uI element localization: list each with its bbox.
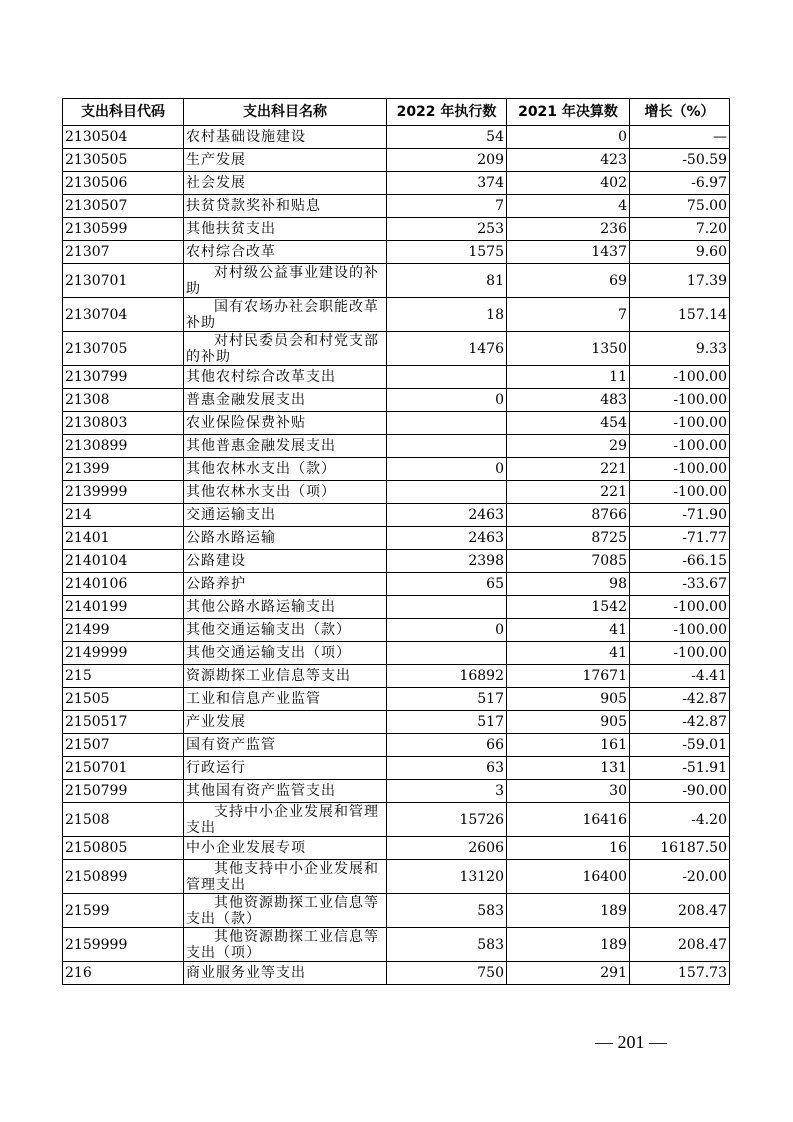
value-2021-cell: 161 [507, 734, 630, 757]
growth-cell: -100.00 [630, 619, 730, 642]
code-cell: 2150701 [63, 757, 184, 780]
value-2022-cell: 81 [387, 264, 507, 298]
table-row [63, 458, 730, 481]
growth-cell: -51.91 [630, 757, 730, 780]
table-row [63, 435, 730, 458]
name-cell: 资源勘探工业信息等支出 [184, 665, 387, 688]
value-2021-cell: 7085 [507, 550, 630, 573]
value-2021-cell: 4 [507, 195, 630, 218]
growth-cell: 17.39 [630, 264, 730, 298]
table-row [63, 527, 730, 550]
growth-cell: -100.00 [630, 481, 730, 504]
value-2021-cell: 905 [507, 711, 630, 734]
growth-cell: 9.33 [630, 332, 730, 366]
growth-cell: -100.00 [630, 642, 730, 665]
value-2021-cell: 221 [507, 481, 630, 504]
name-cell: 支持中小企业发展和管理支出 [184, 803, 387, 837]
value-2022-cell [387, 435, 507, 458]
value-2021-cell: 8725 [507, 527, 630, 550]
value-2022-cell [387, 412, 507, 435]
growth-cell: -6.97 [630, 172, 730, 195]
code-cell: 2149999 [63, 642, 184, 665]
code-cell: 21307 [63, 241, 184, 264]
code-cell: 216 [63, 962, 184, 985]
value-2021-cell: 1542 [507, 596, 630, 619]
value-2021-cell: 16400 [507, 860, 630, 894]
growth-cell: -4.20 [630, 803, 730, 837]
table-row [63, 734, 730, 757]
growth-cell: -100.00 [630, 389, 730, 412]
growth-cell: -59.01 [630, 734, 730, 757]
name-cell: 社会发展 [184, 172, 387, 195]
table-row [63, 412, 730, 435]
page-number: — 201 — [595, 1032, 667, 1052]
code-cell: 21505 [63, 688, 184, 711]
name-cell: 其他资源勘探工业信息等支出（款） [184, 894, 387, 928]
table-row [63, 642, 730, 665]
code-cell: 2130507 [63, 195, 184, 218]
table-row [63, 241, 730, 264]
value-2021-cell: 189 [507, 928, 630, 962]
table-row [63, 195, 730, 218]
table-row [63, 688, 730, 711]
table-row [63, 803, 730, 837]
table-row [63, 928, 730, 962]
value-2022-cell: 66 [387, 734, 507, 757]
growth-cell: 75.00 [630, 195, 730, 218]
name-cell: 国有农场办社会职能改革补助 [184, 298, 387, 332]
name-cell: 其他农林水支出（项） [184, 481, 387, 504]
value-2022-cell: 209 [387, 149, 507, 172]
code-cell: 2140199 [63, 596, 184, 619]
value-2022-cell: 18 [387, 298, 507, 332]
value-2021-cell: 221 [507, 458, 630, 481]
code-cell: 21508 [63, 803, 184, 837]
name-cell: 其他交通运输支出（项） [184, 642, 387, 665]
code-cell: 2150799 [63, 780, 184, 803]
budget-table [62, 98, 730, 985]
value-2021-cell: 291 [507, 962, 630, 985]
value-2022-cell: 517 [387, 688, 507, 711]
growth-cell: -100.00 [630, 435, 730, 458]
growth-cell: -100.00 [630, 412, 730, 435]
value-2022-cell: 3 [387, 780, 507, 803]
value-2022-cell [387, 366, 507, 389]
name-cell: 其他支持中小企业发展和管理支出 [184, 860, 387, 894]
value-2021-cell: 11 [507, 366, 630, 389]
value-2022-cell: 7 [387, 195, 507, 218]
code-cell: 21399 [63, 458, 184, 481]
value-2022-cell: 13120 [387, 860, 507, 894]
growth-cell: -4.41 [630, 665, 730, 688]
code-cell: 2130705 [63, 332, 184, 366]
table-row [63, 894, 730, 928]
value-2021-cell: 1350 [507, 332, 630, 366]
code-cell: 2130506 [63, 172, 184, 195]
name-cell: 农村综合改革 [184, 241, 387, 264]
table-row [63, 837, 730, 860]
code-cell: 2130799 [63, 366, 184, 389]
code-cell: 2130704 [63, 298, 184, 332]
header-2021: 2021 年决算数 [507, 99, 630, 126]
value-2021-cell: 7 [507, 298, 630, 332]
value-2021-cell: 29 [507, 435, 630, 458]
value-2022-cell: 16892 [387, 665, 507, 688]
value-2021-cell: 1437 [507, 241, 630, 264]
name-cell: 其他公路水路运输支出 [184, 596, 387, 619]
code-cell: 2130599 [63, 218, 184, 241]
name-cell: 对村级公益事业建设的补助 [184, 264, 387, 298]
table-row [63, 596, 730, 619]
growth-cell: 157.73 [630, 962, 730, 985]
growth-cell: -100.00 [630, 366, 730, 389]
value-2022-cell [387, 481, 507, 504]
value-2021-cell: 41 [507, 642, 630, 665]
growth-cell: -33.67 [630, 573, 730, 596]
name-cell: 商业服务业等支出 [184, 962, 387, 985]
code-cell: 2159999 [63, 928, 184, 962]
growth-cell: -71.90 [630, 504, 730, 527]
name-cell: 其他农林水支出（款） [184, 458, 387, 481]
value-2021-cell: 131 [507, 757, 630, 780]
value-2021-cell: 8766 [507, 504, 630, 527]
name-cell: 生产发展 [184, 149, 387, 172]
code-cell: 21401 [63, 527, 184, 550]
table-row [63, 619, 730, 642]
table-row [63, 962, 730, 985]
value-2022-cell: 583 [387, 894, 507, 928]
code-cell: 2139999 [63, 481, 184, 504]
value-2022-cell: 15726 [387, 803, 507, 837]
growth-cell: -100.00 [630, 596, 730, 619]
growth-cell: 9.60 [630, 241, 730, 264]
value-2022-cell: 1575 [387, 241, 507, 264]
name-cell: 其他普惠金融发展支出 [184, 435, 387, 458]
value-2022-cell: 54 [387, 126, 507, 149]
growth-cell: 16187.50 [630, 837, 730, 860]
value-2021-cell: 30 [507, 780, 630, 803]
table-row [63, 780, 730, 803]
code-cell: 214 [63, 504, 184, 527]
growth-cell: -42.87 [630, 711, 730, 734]
name-cell: 其他国有资产监管支出 [184, 780, 387, 803]
value-2021-cell: 16 [507, 837, 630, 860]
table-row [63, 389, 730, 412]
value-2022-cell: 2463 [387, 504, 507, 527]
table-row [63, 711, 730, 734]
header-code: 支出科目代码 [63, 99, 184, 126]
code-cell: 2130803 [63, 412, 184, 435]
value-2022-cell: 2398 [387, 550, 507, 573]
name-cell: 对村民委员会和村党支部的补助 [184, 332, 387, 366]
header-growth: 增长（%） [630, 99, 730, 126]
growth-cell: -20.00 [630, 860, 730, 894]
name-cell: 其他资源勘探工业信息等支出（项） [184, 928, 387, 962]
value-2022-cell: 374 [387, 172, 507, 195]
value-2022-cell: 0 [387, 389, 507, 412]
name-cell: 普惠金融发展支出 [184, 389, 387, 412]
value-2021-cell: 16416 [507, 803, 630, 837]
name-cell: 工业和信息产业监管 [184, 688, 387, 711]
growth-cell: 157.14 [630, 298, 730, 332]
table-body [63, 126, 730, 985]
code-cell: 2140104 [63, 550, 184, 573]
header-2022: 2022 年执行数 [387, 99, 507, 126]
table-row [63, 332, 730, 366]
growth-cell: -42.87 [630, 688, 730, 711]
code-cell: 2150899 [63, 860, 184, 894]
table-row [63, 298, 730, 332]
value-2021-cell: 423 [507, 149, 630, 172]
growth-cell: -90.00 [630, 780, 730, 803]
name-cell: 国有资产监管 [184, 734, 387, 757]
table-row [63, 665, 730, 688]
name-cell: 交通运输支出 [184, 504, 387, 527]
value-2022-cell: 2606 [387, 837, 507, 860]
growth-cell: -71.77 [630, 527, 730, 550]
table-row [63, 366, 730, 389]
growth-cell: -50.59 [630, 149, 730, 172]
table-header-row [63, 99, 730, 126]
name-cell: 扶贫贷款奖补和贴息 [184, 195, 387, 218]
value-2021-cell: 41 [507, 619, 630, 642]
code-cell: 2130505 [63, 149, 184, 172]
growth-cell: -100.00 [630, 458, 730, 481]
value-2022-cell: 63 [387, 757, 507, 780]
table-row [63, 172, 730, 195]
value-2021-cell: 98 [507, 573, 630, 596]
name-cell: 其他交通运输支出（款） [184, 619, 387, 642]
table-row [63, 218, 730, 241]
name-cell: 公路水路运输 [184, 527, 387, 550]
code-cell: 2130701 [63, 264, 184, 298]
growth-cell: 208.47 [630, 894, 730, 928]
table-row [63, 573, 730, 596]
name-cell: 中小企业发展专项 [184, 837, 387, 860]
value-2022-cell: 1476 [387, 332, 507, 366]
name-cell: 公路建设 [184, 550, 387, 573]
value-2022-cell [387, 642, 507, 665]
code-cell: 215 [63, 665, 184, 688]
table-row [63, 481, 730, 504]
table-row [63, 860, 730, 894]
code-cell: 2150805 [63, 837, 184, 860]
value-2021-cell: 402 [507, 172, 630, 195]
value-2022-cell: 0 [387, 619, 507, 642]
code-cell: 2130899 [63, 435, 184, 458]
name-cell: 农村基础设施建设 [184, 126, 387, 149]
growth-cell: — [630, 126, 730, 149]
value-2022-cell [387, 596, 507, 619]
value-2022-cell: 65 [387, 573, 507, 596]
name-cell: 产业发展 [184, 711, 387, 734]
code-cell: 21599 [63, 894, 184, 928]
value-2021-cell: 189 [507, 894, 630, 928]
table-row [63, 757, 730, 780]
value-2021-cell: 17671 [507, 665, 630, 688]
value-2022-cell: 583 [387, 928, 507, 962]
name-cell: 其他扶贫支出 [184, 218, 387, 241]
value-2021-cell: 69 [507, 264, 630, 298]
value-2022-cell: 0 [387, 458, 507, 481]
table-row [63, 550, 730, 573]
code-cell: 2130504 [63, 126, 184, 149]
value-2021-cell: 483 [507, 389, 630, 412]
table-row [63, 126, 730, 149]
value-2022-cell: 2463 [387, 527, 507, 550]
value-2022-cell: 517 [387, 711, 507, 734]
value-2021-cell: 454 [507, 412, 630, 435]
code-cell: 2150517 [63, 711, 184, 734]
growth-cell: 208.47 [630, 928, 730, 962]
name-cell: 行政运行 [184, 757, 387, 780]
value-2021-cell: 905 [507, 688, 630, 711]
name-cell: 其他农村综合改革支出 [184, 366, 387, 389]
growth-cell: -66.15 [630, 550, 730, 573]
name-cell: 农业保险保费补贴 [184, 412, 387, 435]
name-cell: 公路养护 [184, 573, 387, 596]
header-name: 支出科目名称 [184, 99, 387, 126]
table-row [63, 504, 730, 527]
code-cell: 21507 [63, 734, 184, 757]
value-2022-cell: 750 [387, 962, 507, 985]
value-2021-cell: 0 [507, 126, 630, 149]
growth-cell: 7.20 [630, 218, 730, 241]
table-row [63, 264, 730, 298]
value-2022-cell: 253 [387, 218, 507, 241]
table-row [63, 149, 730, 172]
code-cell: 21308 [63, 389, 184, 412]
code-cell: 21499 [63, 619, 184, 642]
value-2021-cell: 236 [507, 218, 630, 241]
code-cell: 2140106 [63, 573, 184, 596]
